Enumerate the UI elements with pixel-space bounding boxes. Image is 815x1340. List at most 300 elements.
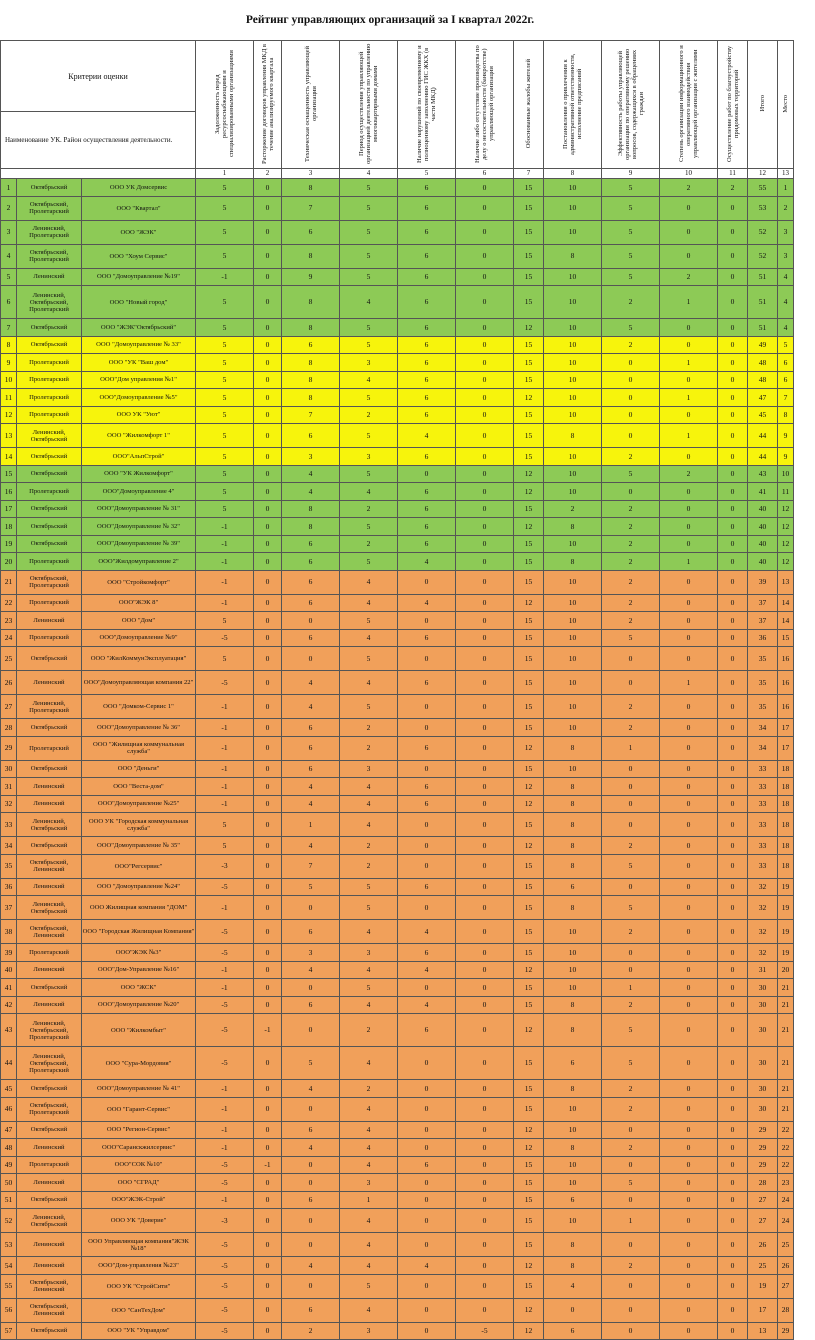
score-cell: 4 — [340, 286, 398, 319]
organization-name-cell: ООО"ЖЭК №3" — [82, 944, 196, 962]
score-cell: 10 — [544, 196, 602, 220]
organization-name-cell: ООО"Домоуправление №25" — [82, 795, 196, 813]
score-cell: 2 — [340, 406, 398, 424]
score-cell: 21 — [778, 1047, 794, 1080]
score-cell: -5 — [196, 1233, 254, 1257]
score-cell: 0 — [254, 996, 282, 1014]
table-row — [1, 647, 815, 671]
score-cell: 5 — [340, 336, 398, 354]
table-row — [1, 1298, 815, 1322]
table-row — [1, 671, 815, 695]
score-cell: 15 — [514, 719, 544, 737]
score-cell: 5 — [340, 389, 398, 407]
score-cell: 0 — [254, 760, 282, 778]
score-cell: 10 — [544, 647, 602, 671]
score-cell: 0 — [282, 896, 340, 920]
score-cell: 0 — [660, 854, 718, 878]
score-cell: 29 — [778, 1322, 794, 1340]
column-number: 4 — [340, 169, 398, 179]
score-cell: 5 — [340, 465, 398, 483]
score-cell: 0 — [660, 406, 718, 424]
organization-name-cell: ООО УК Домсервис — [82, 179, 196, 197]
score-cell: 0 — [254, 535, 282, 553]
score-cell: -3 — [196, 854, 254, 878]
score-cell: 0 — [398, 570, 456, 594]
score-cell: 5 — [602, 244, 660, 268]
score-cell: 10 — [544, 629, 602, 647]
score-cell: 1 — [660, 354, 718, 372]
score-cell: 0 — [602, 371, 660, 389]
score-cell: 0 — [718, 647, 748, 671]
table-row — [1, 979, 815, 997]
score-cell: 5 — [602, 854, 660, 878]
score-cell: 0 — [456, 795, 514, 813]
score-cell: 2 — [602, 1080, 660, 1098]
score-cell: 0 — [254, 448, 282, 466]
score-cell: 5 — [340, 612, 398, 630]
score-cell: 0 — [718, 795, 748, 813]
score-cell: 0 — [660, 594, 718, 612]
score-cell: 2 — [544, 500, 602, 518]
score-cell: 6 — [398, 196, 456, 220]
score-cell: -3 — [196, 1209, 254, 1233]
row-number-cell: 51 — [1, 1191, 17, 1209]
score-cell: 35 — [748, 647, 778, 671]
organization-name-cell: ООО"АльпСтрой" — [82, 448, 196, 466]
score-cell: 30 — [748, 996, 778, 1014]
score-cell: 0 — [718, 996, 748, 1014]
score-cell: 1 — [602, 1209, 660, 1233]
row-number-cell: 18 — [1, 518, 17, 536]
score-cell: 3 — [282, 448, 340, 466]
score-cell: 0 — [718, 1121, 748, 1139]
score-cell: 40 — [748, 500, 778, 518]
score-cell: 15 — [514, 1097, 544, 1121]
score-cell: 0 — [718, 695, 748, 719]
score-cell: 5 — [196, 837, 254, 855]
score-cell: 0 — [718, 896, 748, 920]
score-cell: 10 — [544, 220, 602, 244]
score-cell: 0 — [660, 1156, 718, 1174]
score-cell: 0 — [254, 286, 282, 319]
score-cell: 0 — [398, 612, 456, 630]
score-cell: 35 — [748, 695, 778, 719]
score-cell: 9 — [282, 268, 340, 286]
score-cell: 0 — [660, 736, 718, 760]
score-cell: 3 — [340, 448, 398, 466]
score-cell: 18 — [778, 813, 794, 837]
district-cell: Ленинский, Октябрьский — [17, 813, 82, 837]
score-cell: 0 — [282, 1097, 340, 1121]
score-cell: 5 — [340, 179, 398, 197]
table-row — [1, 354, 815, 372]
score-cell: 0 — [718, 920, 748, 944]
score-cell: 0 — [660, 878, 718, 896]
row-number-cell: 28 — [1, 719, 17, 737]
score-cell: -1 — [196, 736, 254, 760]
score-cell: 8 — [282, 286, 340, 319]
score-cell: 5 — [602, 1174, 660, 1192]
row-number-cell: 14 — [1, 448, 17, 466]
table-row — [1, 244, 815, 268]
column-number: 1 — [196, 169, 254, 179]
score-cell: 6 — [398, 778, 456, 796]
score-cell: 0 — [456, 424, 514, 448]
score-cell: 4 — [340, 629, 398, 647]
score-cell: 34 — [748, 736, 778, 760]
score-cell: 2 — [660, 268, 718, 286]
score-cell: 48 — [748, 371, 778, 389]
score-cell: 10 — [544, 594, 602, 612]
score-cell: 1 — [660, 553, 718, 571]
score-cell: 6 — [398, 354, 456, 372]
score-cell: 4 — [340, 813, 398, 837]
score-cell: 8 — [544, 854, 602, 878]
organization-name-cell: ООО "СанТехДом" — [82, 1298, 196, 1322]
score-cell: 6 — [544, 1047, 602, 1080]
column-header-13: Место — [778, 41, 794, 169]
score-cell: 0 — [660, 760, 718, 778]
score-cell: 5 — [196, 500, 254, 518]
score-cell: 10 — [544, 336, 602, 354]
score-cell: 0 — [718, 1080, 748, 1098]
score-cell: 53 — [748, 196, 778, 220]
score-cell: 0 — [254, 629, 282, 647]
district-cell: Пролетарский — [17, 1156, 82, 1174]
score-cell: -5 — [196, 1014, 254, 1047]
score-cell: 0 — [254, 553, 282, 571]
score-cell: 0 — [254, 483, 282, 501]
score-cell: 7 — [282, 196, 340, 220]
table-row — [1, 629, 815, 647]
score-cell: 4 — [778, 268, 794, 286]
score-cell: -1 — [196, 1191, 254, 1209]
score-cell: 15 — [514, 896, 544, 920]
organization-name-cell: ООО"Саранскжилсервис" — [82, 1139, 196, 1157]
table-row — [1, 760, 815, 778]
score-cell: 10 — [544, 268, 602, 286]
score-cell: 1 — [660, 424, 718, 448]
score-cell: 3 — [282, 944, 340, 962]
row-number-cell: 15 — [1, 465, 17, 483]
score-cell: 0 — [602, 813, 660, 837]
score-cell: 8 — [544, 778, 602, 796]
score-cell: 5 — [196, 612, 254, 630]
score-cell: 10 — [544, 1097, 602, 1121]
score-cell: 0 — [660, 1014, 718, 1047]
score-cell: 5 — [602, 179, 660, 197]
score-cell: 4 — [340, 371, 398, 389]
table-row — [1, 795, 815, 813]
score-cell: 0 — [398, 854, 456, 878]
score-cell: 6 — [398, 795, 456, 813]
score-cell: 4 — [340, 1139, 398, 1157]
row-number-cell: 37 — [1, 896, 17, 920]
score-cell: 15 — [514, 406, 544, 424]
table-row — [1, 719, 815, 737]
score-cell: 6 — [398, 483, 456, 501]
score-cell: 6 — [398, 371, 456, 389]
table-row — [1, 736, 815, 760]
score-cell: 5 — [196, 336, 254, 354]
score-cell: -5 — [196, 878, 254, 896]
score-cell: 6 — [544, 1191, 602, 1209]
score-cell: -1 — [196, 896, 254, 920]
score-cell: -1 — [196, 1121, 254, 1139]
score-cell: 1 — [660, 286, 718, 319]
score-cell: 0 — [456, 961, 514, 979]
score-cell: 2 — [602, 695, 660, 719]
score-cell: 5 — [602, 1014, 660, 1047]
score-cell: 40 — [748, 518, 778, 536]
score-cell: 8 — [544, 1014, 602, 1047]
score-cell: 23 — [778, 1174, 794, 1192]
district-cell: Ленинский, Октябрьский — [17, 1209, 82, 1233]
score-cell: 0 — [282, 1274, 340, 1298]
score-cell: 7 — [778, 389, 794, 407]
score-cell: 0 — [660, 837, 718, 855]
criteria-header: Критерии оценки — [1, 41, 196, 112]
score-cell: 0 — [660, 1080, 718, 1098]
score-cell: 0 — [718, 854, 748, 878]
score-cell: 22 — [778, 1156, 794, 1174]
organization-name-cell: ООО Управляющая компания"ЖЭК №18" — [82, 1233, 196, 1257]
score-cell: 0 — [660, 944, 718, 962]
score-cell: 6 — [398, 878, 456, 896]
score-cell: 0 — [398, 1139, 456, 1157]
district-cell: Ленинский — [17, 1233, 82, 1257]
score-cell: 5 — [602, 268, 660, 286]
score-cell: 0 — [660, 896, 718, 920]
score-cell: 0 — [718, 518, 748, 536]
district-cell: Ленинский, Октябрьский, Пролетарский — [17, 1014, 82, 1047]
score-cell: 3 — [340, 944, 398, 962]
score-cell: 0 — [602, 483, 660, 501]
score-cell: 4 — [340, 1097, 398, 1121]
score-cell: 6 — [398, 518, 456, 536]
score-cell: 2 — [282, 1322, 340, 1340]
score-cell: 0 — [254, 1139, 282, 1157]
score-cell: 6 — [282, 719, 340, 737]
score-cell: 4 — [340, 778, 398, 796]
row-number-cell: 13 — [1, 424, 17, 448]
organization-name-cell: ООО "Сура-Мордовия" — [82, 1047, 196, 1080]
score-cell: 48 — [748, 354, 778, 372]
score-cell: 0 — [456, 594, 514, 612]
score-cell: -5 — [196, 996, 254, 1014]
score-cell: 6 — [398, 268, 456, 286]
district-cell: Октябрьский — [17, 518, 82, 536]
score-cell: 10 — [544, 944, 602, 962]
organization-name-cell: ООО"Регсервис" — [82, 854, 196, 878]
score-cell: 6 — [282, 220, 340, 244]
score-cell: 10 — [544, 920, 602, 944]
score-cell: 0 — [456, 336, 514, 354]
score-cell: 0 — [660, 1097, 718, 1121]
district-cell: Ленинский, Октябрьский, Пролетарский — [17, 286, 82, 319]
score-cell: 5 — [340, 1274, 398, 1298]
score-cell: -1 — [196, 518, 254, 536]
row-number-cell: 21 — [1, 570, 17, 594]
score-cell: 0 — [456, 736, 514, 760]
table-row — [1, 465, 815, 483]
score-cell: 4 — [340, 1257, 398, 1275]
score-cell: 5 — [340, 196, 398, 220]
score-cell: 0 — [282, 1233, 340, 1257]
score-cell: 19 — [778, 878, 794, 896]
score-cell: 36 — [748, 629, 778, 647]
score-cell: 49 — [748, 336, 778, 354]
score-cell: -1 — [196, 979, 254, 997]
score-cell: 0 — [254, 854, 282, 878]
table-row — [1, 336, 815, 354]
score-cell: 15 — [514, 553, 544, 571]
score-cell: 6 — [398, 244, 456, 268]
score-cell: 4 — [398, 553, 456, 571]
score-cell: 21 — [778, 996, 794, 1014]
score-cell: 8 — [544, 1139, 602, 1157]
score-cell: 0 — [254, 920, 282, 944]
organization-name-cell: ООО "Жилищная коммунальная служба" — [82, 736, 196, 760]
score-cell: 4 — [340, 671, 398, 695]
score-cell: 8 — [282, 244, 340, 268]
table-row — [1, 1121, 815, 1139]
score-cell: 0 — [254, 736, 282, 760]
score-cell: 0 — [254, 1298, 282, 1322]
score-cell: 0 — [254, 1209, 282, 1233]
score-cell: 16 — [778, 671, 794, 695]
score-cell: 3 — [778, 244, 794, 268]
score-cell: 9 — [778, 448, 794, 466]
score-cell: 0 — [456, 920, 514, 944]
table-row — [1, 500, 815, 518]
district-cell: Октябрьский, Пролетарский — [17, 570, 82, 594]
column-header-10: Степень организации информационного и оперативного взаимодействия управляющей организации с жителями — [660, 41, 718, 169]
score-cell: 5 — [340, 424, 398, 448]
score-cell: 0 — [718, 389, 748, 407]
score-cell: 4 — [282, 795, 340, 813]
score-cell: 0 — [718, 837, 748, 855]
score-cell: 4 — [340, 1121, 398, 1139]
score-cell: 2 — [602, 1257, 660, 1275]
row-number-cell: 24 — [1, 629, 17, 647]
score-cell: 4 — [340, 483, 398, 501]
score-cell: 0 — [254, 268, 282, 286]
score-cell: 0 — [660, 1209, 718, 1233]
score-cell: 0 — [718, 220, 748, 244]
score-cell: -5 — [196, 1257, 254, 1275]
district-cell: Октябрьский, Ленинский — [17, 920, 82, 944]
district-cell: Октябрьский — [17, 1121, 82, 1139]
score-cell: 2 — [660, 179, 718, 197]
score-cell: 0 — [456, 371, 514, 389]
score-cell: 15 — [514, 612, 544, 630]
score-cell: 4 — [398, 961, 456, 979]
score-cell: 0 — [254, 179, 282, 197]
score-cell: 43 — [748, 465, 778, 483]
column-number: 12 — [748, 169, 778, 179]
score-cell: 0 — [602, 760, 660, 778]
score-cell: 10 — [544, 979, 602, 997]
score-cell: 2 — [602, 996, 660, 1014]
score-cell: 0 — [398, 465, 456, 483]
score-cell: 0 — [254, 719, 282, 737]
score-cell: 5 — [340, 220, 398, 244]
score-cell: 4 — [282, 837, 340, 855]
score-cell: 12 — [778, 535, 794, 553]
score-cell: 0 — [456, 1274, 514, 1298]
score-cell: 27 — [778, 1274, 794, 1298]
score-cell: 40 — [748, 535, 778, 553]
score-cell: 19 — [778, 920, 794, 944]
score-cell: 12 — [514, 736, 544, 760]
score-cell: 0 — [718, 286, 748, 319]
score-cell: 2 — [602, 594, 660, 612]
score-cell: 0 — [718, 778, 748, 796]
score-cell: 0 — [254, 1191, 282, 1209]
score-cell: 0 — [718, 483, 748, 501]
table-row — [1, 448, 815, 466]
row-number-cell: 52 — [1, 1209, 17, 1233]
score-cell: 4 — [282, 961, 340, 979]
score-cell: 2 — [340, 736, 398, 760]
score-cell: 0 — [660, 1298, 718, 1322]
score-cell: 0 — [718, 813, 748, 837]
score-cell: 4 — [340, 1209, 398, 1233]
table-body — [1, 179, 815, 1340]
table-row — [1, 196, 815, 220]
score-cell: 5 — [196, 406, 254, 424]
score-cell: 44 — [748, 448, 778, 466]
organization-name-cell: ООО УК "Городская коммунальная служба" — [82, 813, 196, 837]
score-cell: 5 — [340, 979, 398, 997]
score-cell: 0 — [456, 483, 514, 501]
score-cell: 2 — [602, 837, 660, 855]
organization-name-cell: ООО"ЖЭК-Строй" — [82, 1191, 196, 1209]
score-cell: 0 — [254, 795, 282, 813]
organization-name-cell: ООО "Дом" — [82, 612, 196, 630]
score-cell: 0 — [254, 1274, 282, 1298]
score-cell: 2 — [602, 719, 660, 737]
score-cell: 0 — [602, 671, 660, 695]
row-number-cell: 40 — [1, 961, 17, 979]
score-cell: 4 — [340, 594, 398, 612]
score-cell: -5 — [456, 1322, 514, 1340]
score-cell: 22 — [778, 1139, 794, 1157]
score-cell: 0 — [398, 1298, 456, 1322]
score-cell: 10 — [544, 612, 602, 630]
column-header-5: Наличие нарушений по своевременному и полноценному заполнению ГИС ЖКХ (в части МКД) — [398, 41, 456, 169]
score-cell: 10 — [778, 465, 794, 483]
score-cell: 0 — [456, 647, 514, 671]
table-row — [1, 778, 815, 796]
table-row — [1, 268, 815, 286]
score-cell: 32 — [748, 878, 778, 896]
score-cell: 2 — [602, 1139, 660, 1157]
score-cell: -1 — [196, 570, 254, 594]
score-cell: 15 — [514, 1047, 544, 1080]
score-cell: 0 — [718, 1209, 748, 1233]
score-cell: 0 — [456, 979, 514, 997]
score-cell: 0 — [718, 671, 748, 695]
score-cell: 6 — [282, 996, 340, 1014]
score-cell: 6 — [282, 629, 340, 647]
score-cell: 0 — [456, 196, 514, 220]
district-cell: Пролетарский — [17, 483, 82, 501]
score-cell: 15 — [514, 813, 544, 837]
organization-name-cell: ООО "Домком-Сервис 1" — [82, 695, 196, 719]
score-cell: 0 — [456, 896, 514, 920]
